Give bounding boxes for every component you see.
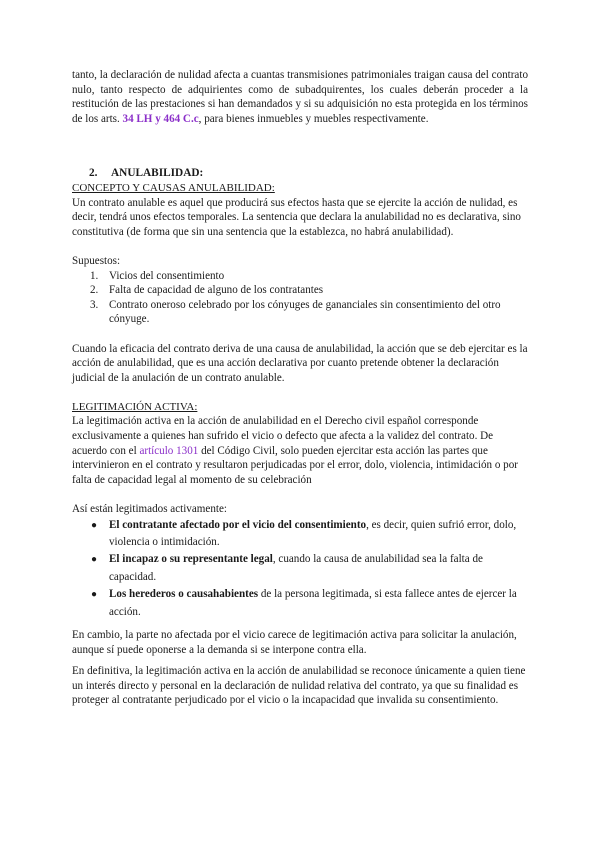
document-page <box>72 68 528 708</box>
legitimacion-paragraph <box>72 414 528 487</box>
list-item-text: , es decir, quien sufrió error, dolo, violencia o intimidación. <box>109 518 517 549</box>
bullet-icon: ● <box>91 554 98 566</box>
list-item <box>72 517 528 552</box>
list-item <box>72 269 528 284</box>
list-item-bold: El contratante afectado por el vicio del consentimiento <box>109 518 367 531</box>
article-link-lh-cc[interactable]: 34 LH y 464 C.c <box>122 112 199 125</box>
section-title: ANULABILIDAD: <box>111 167 204 180</box>
eficacia-paragraph: Cuando la eficacia del contrato deriva de una causa de anulabilidad, la acción que se deb ejercitar es la acción de anulabilidad, que es una acción declarativa por cuanto pretende obtener la declaración judicial de la anulación de un contrato anulable. <box>72 342 528 384</box>
cambio-paragraph: En cambio, la parte no afectada por el vicio carece de legitimación activa para solicitar la anulación, aunque sí puede oponerse a la demanda si se interpone contra ella. <box>72 629 517 656</box>
list-item-text: Falta de capacidad de alguno de los contratantes <box>109 284 324 297</box>
concepto-paragraph: Un contrato anulable es aquel que producirá sus efectos hasta que se ejercite la acción de nulidad, es decir, tendrá unos efectos temporales. La sentencia que declara la anulabilidad no es declarativa, sino constitutiva (de forma que sin una sentencia que la establezca, no habrá anulabilidad). <box>72 196 521 238</box>
list-item-text: Contrato oneroso celebrado por los cónyuges de gananciales sin consentimiento del otro cónyuge. <box>109 298 501 326</box>
list-item <box>72 586 528 621</box>
list-item-text: , cuando la causa de anulabilidad sea la falta de capacidad. <box>109 553 483 583</box>
section-heading <box>72 166 528 181</box>
intro-text-after: , para bienes inmuebles y muebles respectivamente. <box>198 112 429 125</box>
legitimados-list <box>72 517 528 621</box>
legitimados-label: Así están legitimados activamente: <box>72 503 227 516</box>
supuestos-list <box>72 269 528 327</box>
bullet-icon: ● <box>91 519 98 531</box>
legitimacion-text-after: del Código Civil, solo pueden ejercitar esta acción las partes que intervinieron en el contrato y resultaron perjudicadas por el error, dolo, violencia, intimidación o por falta de capacidad legal al momento de su celebración <box>72 444 518 486</box>
list-item <box>72 298 528 327</box>
legitimacion-heading: LEGITIMACIÓN ACTIVA: <box>72 400 198 413</box>
legitimacion-text-before: La legitimación activa en la acción de anulabilidad en el Derecho civil español corresponde exclusivamente a quienes han sufrido el vicio o defecto que afecta a la validez del contrato. De acuerdo con el <box>72 415 494 457</box>
list-item-text: de la persona legitimada, si esta fallece antes de ejercer la acción. <box>109 588 517 618</box>
intro-text-before: tanto, la declaración de nulidad afecta a cuantas transmisiones patrimoniales traigan causa del contrato nulo, tanto respecto de adquirientes como de subadquirentes, los cuales deberán proceder a la restitución de las prestaciones si han demandados y si su adquisición no esta protegida en los términos de los arts. <box>72 69 528 125</box>
list-number: 3. <box>90 298 99 311</box>
list-item-bold: El incapaz o su representante legal <box>109 553 273 566</box>
list-item-bold: Los herederos o causahabientes <box>109 588 259 601</box>
intro-paragraph <box>72 68 528 126</box>
supuestos-label: Supuestos: <box>72 254 121 267</box>
definitiva-paragraph: En definitiva, la legitimación activa en la acción de anulabilidad se reconoce únicamente a quien tiene un interés directo y personal en la declaración de nulidad relativa del contrato, ya que su finalidad es proteger al contratante perjudicado por el vicio o la incapacidad que invalida su consentimiento. <box>72 665 526 707</box>
list-item <box>72 283 528 298</box>
list-number: 2. <box>90 284 99 297</box>
article-1301-link[interactable]: artículo 1301 <box>139 444 199 457</box>
list-item-text: Vicios del consentimiento <box>109 269 225 282</box>
concepto-heading: CONCEPTO Y CAUSAS ANULABILIDAD: <box>72 181 275 194</box>
list-number: 1. <box>90 269 99 282</box>
list-item <box>72 551 528 586</box>
bullet-icon: ● <box>91 589 98 601</box>
section-number: 2. <box>89 167 98 180</box>
